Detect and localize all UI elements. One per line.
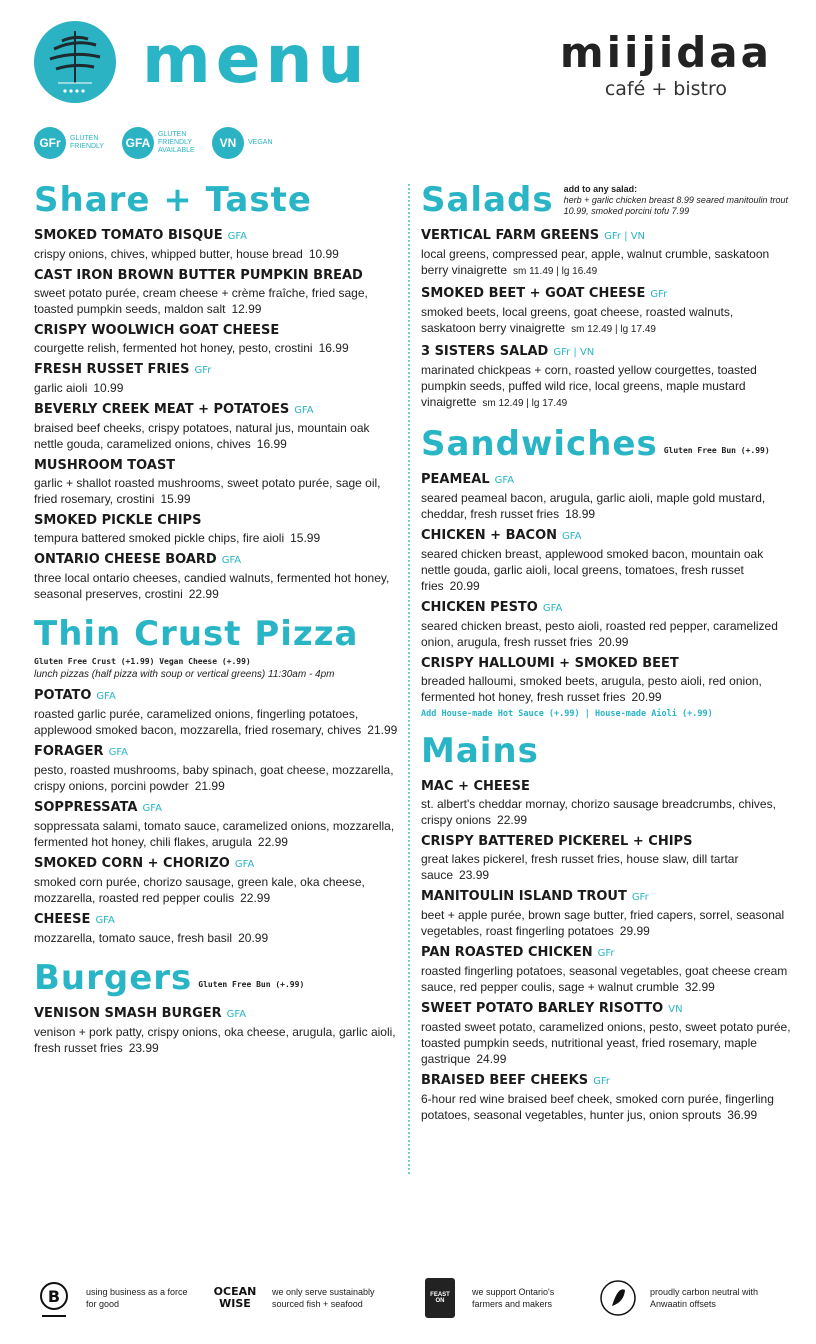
price: 22.99 [240, 891, 271, 905]
menu-item [421, 285, 791, 338]
section-note: Gluten Free Bun (+.99) [663, 445, 770, 455]
section-header-mains [421, 729, 791, 773]
dietary-tag: GFr [593, 1076, 610, 1087]
menu-item [34, 401, 399, 452]
item-title: VERTICAL FARM GREENS [421, 228, 600, 243]
menu-item-name [421, 471, 791, 490]
dietary-tag: VN [668, 1004, 683, 1015]
menu-item-name [34, 855, 399, 874]
menu-item-description [421, 1091, 791, 1123]
item-description-text: smoked beets, local greens, goat cheese, roasted walnuts, saskatoon berry vinaigrette [421, 305, 734, 335]
menu-item-name [421, 343, 791, 362]
price: 20.99 [631, 690, 662, 704]
menu-item-description [421, 963, 791, 995]
menu-item-name [34, 743, 399, 762]
footer-feast-on [420, 1278, 582, 1318]
dietary-legend [34, 126, 292, 160]
right-column [421, 178, 791, 1123]
price: 23.99 [128, 1041, 159, 1055]
item-title: ONTARIO CHEESE BOARD [34, 552, 217, 567]
price: 22.99 [497, 813, 528, 827]
menu-item [34, 551, 399, 602]
item-description-text: crispy onions, chives, whipped butter, house bread [34, 247, 303, 261]
menu-item-name [34, 512, 399, 530]
item-title: MAC + CHEESE [421, 779, 530, 794]
item-description-text: seared peameal bacon, arugula, garlic aioli, maple gold mustard, cheddar, fresh russet fries [421, 491, 766, 521]
menu-item-description [34, 246, 399, 262]
menu-item-description [34, 706, 399, 738]
menu-item [421, 527, 791, 594]
menu-item-description [34, 475, 399, 507]
item-title: CHICKEN PESTO [421, 600, 538, 615]
section-title: Burgers [34, 958, 193, 998]
menu-item-description [34, 420, 399, 452]
menu-item-description [34, 285, 399, 317]
item-title: PEAMEAL [421, 472, 490, 487]
dietary-tag: GFA [96, 691, 116, 702]
section-note: Gluten Free Bun (+.99) [198, 979, 305, 989]
price: 36.99 [727, 1108, 758, 1122]
page-title: menu [142, 21, 370, 98]
item-title: SMOKED BEET + GOAT CHEESE [421, 286, 646, 301]
item-description-text: st. albert's cheddar mornay, chorizo sausage breadcrumbs, chives, crispy onions [421, 797, 776, 827]
price: 18.99 [565, 507, 596, 521]
footer-text: using business as a force for good [86, 1287, 188, 1309]
menu-item-name [34, 401, 399, 420]
footer-b-corp [34, 1278, 196, 1318]
section-title: Share + Taste [34, 180, 312, 220]
item-description-text: great lakes pickerel, fresh russet fries, house slaw, dill tartar sauce [421, 852, 739, 882]
menu-item-description [34, 762, 399, 794]
section-title: Salads [421, 180, 554, 220]
menu-item [34, 743, 399, 794]
item-description-text: breaded halloumi, smoked beets, arugula, pesto aioli, red onion, fermented hot honey, fresh russet fries [421, 674, 762, 704]
menu-item [421, 1000, 791, 1067]
item-title: 3 SISTERS SALAD [421, 344, 549, 359]
dietary-tag: GFA [234, 859, 255, 870]
dietary-tag: GFr | VN [553, 347, 595, 358]
menu-item [34, 855, 399, 906]
item-description-text: braised beef cheeks, crispy potatoes, natural jus, mountain oak nettle gouda, caramelized onions, chives [34, 421, 370, 451]
header [0, 0, 816, 180]
price: sm 11.49 | lg 16.49 [513, 266, 598, 277]
footer-text: we support Ontario's farmers and makers [472, 1287, 555, 1309]
price: 24.99 [476, 1052, 507, 1066]
menu-item-description [421, 490, 791, 522]
menu-item-name [421, 1072, 791, 1091]
menu-item [34, 267, 399, 317]
pizza-lunch-note: lunch pizzas (half pizza with soup or vertical greens) 11:30am - 4pm [34, 669, 335, 680]
legend-badge-gfa: GFA [122, 127, 154, 159]
b-corp-icon [34, 1278, 74, 1318]
price: 32.99 [684, 980, 715, 994]
dietary-tag: GFA [95, 915, 115, 926]
dietary-tag: GFr [631, 892, 649, 903]
price: sm 12.49 | lg 17.49 [482, 398, 568, 409]
dietary-tag: GFA [227, 231, 248, 242]
dietary-tag: GFA [542, 603, 563, 614]
mains-items [421, 778, 791, 1123]
menu-item [34, 457, 399, 507]
menu-item-description [421, 673, 791, 705]
menu-item-name [34, 227, 399, 246]
item-title: POTATO [34, 688, 92, 703]
item-title: CHICKEN + BACON [421, 528, 558, 543]
item-description-text: garlic aioli [34, 381, 88, 395]
menu-item [34, 687, 399, 738]
menu-item-description [34, 818, 399, 850]
menu-item-name [421, 599, 791, 618]
menu-item-name [421, 944, 791, 963]
item-title: SMOKED CORN + CHORIZO [34, 856, 230, 871]
menu-item-description [421, 304, 791, 338]
left-column [34, 178, 399, 1056]
item-title: SWEET POTATO BARLEY RISOTTO [421, 1001, 664, 1016]
section-header-sandwiches [421, 422, 791, 466]
menu-item-description [34, 930, 399, 946]
dietary-tag: GFA [294, 405, 314, 416]
section-header-pizza [34, 612, 399, 656]
menu-item-name [421, 778, 791, 796]
item-description-text: smoked corn purée, chorizo sausage, green kale, oka cheese, mozzarella, roasted red pepper coulis [34, 875, 365, 905]
menu-item-name [421, 833, 791, 851]
section-header-salads [421, 178, 791, 222]
menu-item [421, 833, 791, 883]
legend-badge-gfr: GFr [34, 127, 66, 159]
price: 15.99 [160, 492, 191, 506]
item-title: CAST IRON BROWN BUTTER PUMPKIN BREAD [34, 268, 363, 283]
legend-text-gfr: GLUTEN FRIENDLY [70, 135, 105, 150]
section-title: Mains [421, 731, 539, 771]
dietary-tag: GFr | VN [604, 231, 646, 242]
pizza-items [34, 687, 399, 946]
menu-item-name [34, 911, 399, 930]
price: 16.99 [318, 341, 349, 355]
menu-item-name [421, 888, 791, 907]
price: 29.99 [619, 924, 650, 938]
salad-items [421, 227, 791, 412]
item-title: BRAISED BEEF CHEEKS [421, 1073, 589, 1088]
item-description-text: soppressata salami, tomato sauce, caramelized onions, mozzarella, fermented hot honey, chili flakes, arugula [34, 819, 395, 849]
item-title: MANITOULIN ISLAND TROUT [421, 889, 627, 904]
menu-item-description [34, 570, 399, 602]
dietary-tag: GFA [494, 475, 515, 486]
menu-item-description [421, 246, 791, 280]
menu-item-description [421, 907, 791, 939]
item-description-text: venison + pork patty, crispy onions, oka cheese, arugula, garlic aioli, fresh russet fries [34, 1025, 396, 1055]
price: 22.99 [188, 587, 219, 601]
item-description-text: mozzarella, tomato sauce, fresh basil [34, 931, 233, 945]
price: 21.99 [367, 723, 398, 737]
price: 10.99 [93, 381, 124, 395]
sauce-addon-note: Add House-made Hot Sauce (+.99) | House-made Aioli (+.99) [421, 709, 713, 719]
menu-item-description [421, 362, 791, 412]
item-description-text: seared chicken breast, applewood smoked bacon, mountain oak nettle gouda, garlic aioli, local greens, tomatoes, fresh russet fries [421, 547, 764, 593]
feast-on-icon: FEAST ON [420, 1278, 460, 1318]
menu-item [34, 911, 399, 946]
item-description-text: roasted garlic purée, caramelized onions, fingerling potatoes, applewood smoked bacon, mozzarella, fried rosemary, chives [34, 707, 362, 737]
menu-item [34, 322, 399, 356]
footer [0, 1272, 816, 1332]
menu-item-description [421, 618, 791, 650]
footer-ocean-wise [210, 1278, 382, 1318]
menu-item [421, 778, 791, 828]
item-title: SMOKED TOMATO BISQUE [34, 228, 223, 243]
menu-item [421, 1072, 791, 1123]
price: 22.99 [257, 835, 288, 849]
section-title: Thin Crust Pizza [34, 614, 359, 654]
carbon-neutral-icon [598, 1278, 638, 1318]
item-title: SMOKED PICKLE CHIPS [34, 513, 202, 528]
footer-text: proudly carbon neutral with Anwaatin offsets [650, 1287, 759, 1309]
column-divider [408, 184, 410, 1174]
item-title: BEVERLY CREEK MEAT + POTATOES [34, 402, 290, 417]
item-description-text: pesto, roasted mushrooms, baby spinach, goat cheese, mozzarella, crispy onions, porcini powder [34, 763, 394, 793]
item-title: PAN ROASTED CHICKEN [421, 945, 593, 960]
item-description-text: roasted sweet potato, caramelized onions, pesto, sweet potato purée, toasted pumpkin seeds, nutritional yeast, fried rosemary, maple gastrique [421, 1020, 791, 1066]
menu-item-name [421, 527, 791, 546]
menu-item [421, 227, 791, 280]
menu-item-description [421, 796, 791, 828]
dietary-tag: GFA [142, 803, 162, 814]
dietary-tag: GFA [562, 531, 582, 542]
salad-addon-text: herb + garlic chicken breast 8.99 seared manitoulin trout 10.99, smoked porcini tofu 7.99 [563, 194, 788, 216]
item-description-text: sweet potato purée, cream cheese + crème fraîche, fried sage, toasted pumpkin seeds, maldon salt [34, 286, 368, 316]
svg-text:B: B [47, 1287, 61, 1306]
salad-addon-note [564, 184, 794, 217]
item-description-text: 6-hour red wine braised beef cheek, smoked corn purée, fingerling potatoes, seasonal vegetables, hunter jus, onion sprouts [421, 1092, 774, 1122]
menu-item [421, 655, 791, 705]
footer-text: we only serve sustainably sourced fish + seafood [272, 1287, 375, 1309]
menu-item-name [34, 322, 399, 340]
sandwich-items [421, 471, 791, 705]
menu-item [34, 1005, 399, 1056]
menu-item-name [421, 285, 791, 304]
item-title: MUSHROOM TOAST [34, 458, 176, 473]
legend-text-gfa: GLUTEN FRIENDLY AVAILABLE [158, 131, 195, 154]
tree-logo-icon [34, 21, 116, 103]
menu-item [421, 471, 791, 522]
menu-item-name [34, 799, 399, 818]
legend-badge-vn: VN [212, 127, 244, 159]
price: 10.99 [308, 247, 339, 261]
brand-name: miijidaa [559, 28, 772, 77]
item-title: VENISON SMASH BURGER [34, 1006, 222, 1021]
menu-item-name [421, 655, 791, 673]
menu-item-description [34, 1024, 399, 1056]
menu-item [34, 227, 399, 262]
item-description-text: beet + apple purée, brown sage butter, fried capers, sorrel, seasonal vegetables, roast fingerling potatoes [421, 908, 785, 938]
legend-text-vn: VEGAN [248, 139, 273, 146]
item-description-text: seared chicken breast, pesto aioli, roasted red pepper, caramelized onion, arugula, fresh russet fries [421, 619, 778, 649]
share-items [34, 227, 399, 602]
item-description-text: garlic + shallot roasted mushrooms, sweet potato purée, sage oil, fried rosemary, crostini [34, 476, 381, 506]
item-title: CRISPY WOOLWICH GOAT CHEESE [34, 323, 280, 338]
dietary-tag: GFA [108, 747, 129, 758]
menu-item-description [34, 340, 399, 356]
price: 15.99 [290, 531, 321, 545]
item-title: CRISPY BATTERED PICKEREL + CHIPS [421, 834, 693, 849]
menu-item [421, 343, 791, 412]
menu-item-description [421, 851, 791, 883]
menu-item-name [34, 687, 399, 706]
menu-item-name [421, 227, 791, 246]
salad-addon-label: add to any salad: [563, 183, 638, 194]
item-description-text: roasted fingerling potatoes, seasonal vegetables, goat cheese cream sauce, red pepper coulis, sage + walnut crumble [421, 964, 788, 994]
menu-item-description [34, 874, 399, 906]
section-header-burgers [34, 956, 399, 1000]
footer-carbon-neutral [598, 1278, 760, 1318]
dietary-tag: GFA [226, 1009, 247, 1020]
dietary-tag: GFr [597, 948, 615, 959]
item-description-text: marinated chickpeas + corn, roasted yellow courgettes, toasted pumpkin seeds, puffed wild rice, local greens, maple mustard vinaigrette [421, 363, 757, 409]
price: 12.99 [231, 302, 262, 316]
price: 20.99 [598, 635, 629, 649]
pizza-options-note: Gluten Free Crust (+1.99) Vegan Cheese (+.99) [34, 657, 251, 666]
menu-item [421, 599, 791, 650]
section-title: Sandwiches [421, 424, 658, 464]
brand [560, 28, 772, 100]
menu-item-description [34, 380, 399, 396]
price: sm 12.49 | lg 17.49 [571, 324, 656, 335]
item-title: SOPPRESSATA [34, 800, 138, 815]
item-title: CHEESE [34, 912, 91, 927]
menu-item-description [421, 546, 791, 594]
menu-item-description [421, 1019, 791, 1067]
menu-item [421, 944, 791, 995]
menu-item [34, 512, 399, 546]
menu-item-description [34, 530, 399, 546]
price: 16.99 [256, 437, 287, 451]
menu-item-name [34, 267, 399, 285]
item-description-text: courgette relish, fermented hot honey, pesto, crostini [34, 341, 313, 355]
menu-item-name [34, 361, 399, 380]
price: 21.99 [194, 779, 225, 793]
item-description-text: tempura battered smoked pickle chips, fire aioli [34, 531, 285, 545]
price: 20.99 [449, 579, 480, 593]
menu-item-name [421, 1000, 791, 1019]
ocean-wise-icon: OCEAN WISE [213, 1285, 257, 1310]
menu-item [34, 799, 399, 850]
dietary-tag: GFr [194, 365, 212, 376]
price: 23.99 [459, 868, 490, 882]
item-description-text: three local ontario cheeses, candied walnuts, fermented hot honey, seasonal preserves, crostini [34, 571, 390, 601]
price: 20.99 [238, 931, 269, 945]
menu-item-name [34, 457, 399, 475]
section-header-share [34, 178, 399, 222]
item-title: FORAGER [34, 744, 104, 759]
burger-items [34, 1005, 399, 1056]
item-title: CRISPY HALLOUMI + SMOKED BEET [421, 656, 679, 671]
menu-item-name [34, 551, 399, 570]
dietary-tag: GFr [650, 289, 668, 300]
item-description-text: local greens, compressed pear, apple, walnut crumble, saskatoon berry vinaigrette [421, 247, 770, 277]
item-title: FRESH RUSSET FRIES [34, 362, 190, 377]
brand-subtitle: café + bistro [604, 78, 728, 100]
menu-item-name [34, 1005, 399, 1024]
menu-item [421, 888, 791, 939]
menu-item [34, 361, 399, 396]
dietary-tag: GFA [221, 555, 242, 566]
